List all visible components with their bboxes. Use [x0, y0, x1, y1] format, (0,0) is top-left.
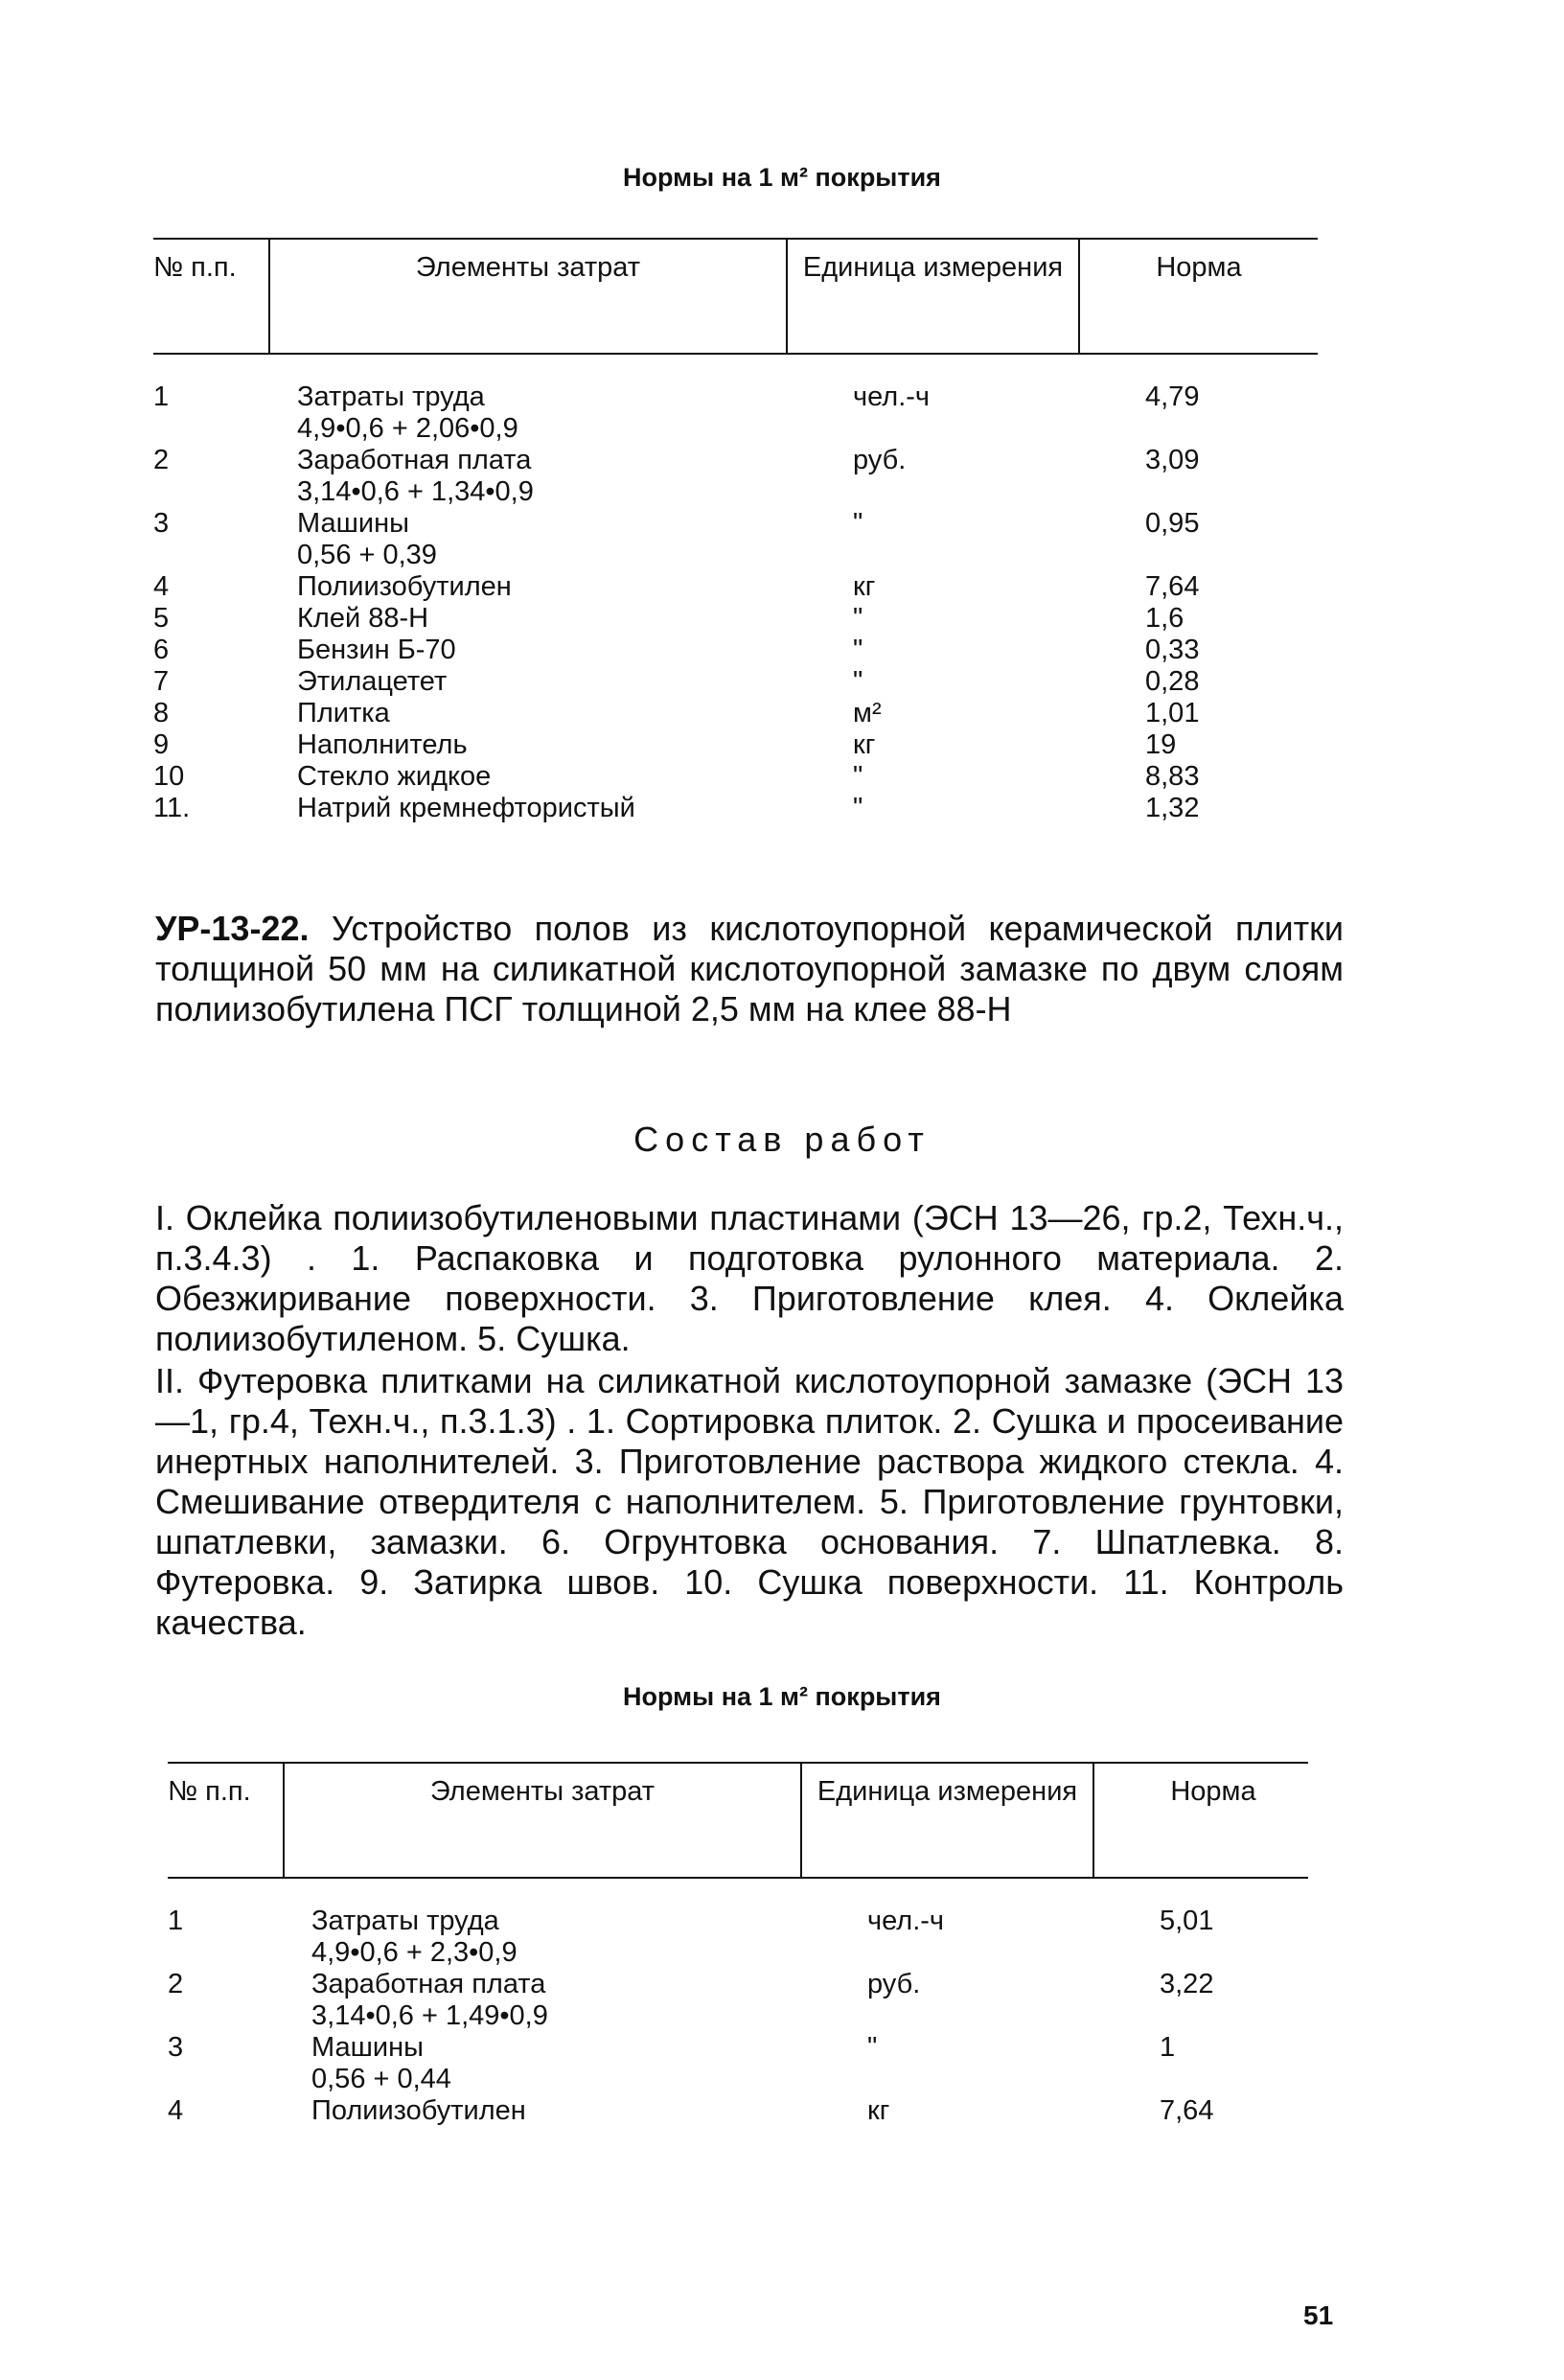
norm-table-2 [168, 1762, 1308, 2127]
row-unit: кг [867, 2095, 890, 2126]
row-element: Машины 0,56 + 0,39 [297, 508, 437, 570]
row-element: Этилацетет [297, 666, 448, 697]
row-unit: " [853, 761, 863, 792]
row-number: 4 [153, 571, 170, 602]
table-row [153, 793, 1318, 824]
row-number: 6 [153, 635, 170, 665]
row-formula: 3,14•0,6 + 1,34•0,9 [297, 476, 534, 507]
row-element: Плитка [297, 698, 390, 728]
table-header [168, 1762, 1308, 1879]
row-number: 9 [153, 729, 170, 760]
row-unit: руб. [853, 445, 907, 475]
row-unit: " [853, 508, 863, 539]
table-row [153, 635, 1318, 666]
row-unit: " [853, 793, 863, 823]
header-unit: Единица измерения [786, 240, 1078, 353]
row-number: 7 [153, 666, 170, 697]
works-heading: Состав работ [633, 1120, 931, 1159]
table-body [153, 381, 1318, 824]
works-paragraph-1: I. Оклейка полиизобутиленовыми пластинами (ЭСН 13—26, гр.2, Техн.ч., п.3.4.3) . 1. Распаковка и подготовка рулонного материала. 2. Обезжиривание поверхности. 3. Приготовление клея. 4. Оклейка полиизобутиленом. 5. Сушка. [155, 1198, 1344, 1358]
row-number: 1 [153, 381, 170, 412]
row-element: Затраты труда 4,9•0,6 + 2,06•0,9 [297, 381, 518, 444]
works-paragraph-2: II. Футеровка плитками на силикатной кислотоупорной замазке (ЭСН 13—1, гр.4, Техн.ч., п.3.1.3) . 1. Сортировка плиток. 2. Сушка и просеивание инертных наполнителей. 3. Приготовление раствора жидкого стекла. 4. Смешивание отвердителя с наполнителем. 5. Приготовление грунтовки, шпатлевки, замазки. 6. Огрунтовка основания. 7. Шпатлевка. 8. Футеровка. 9. Затирка швов. 10. Сушка поверхности. 11. Контроль качества. [155, 1361, 1344, 1642]
row-norm: 1 [1160, 2032, 1176, 2063]
row-number: 2 [168, 1969, 184, 1999]
row-unit: чел.-ч [867, 1906, 945, 1936]
row-norm: 4,79 [1145, 381, 1200, 412]
row-norm: 1,6 [1145, 603, 1184, 634]
row-unit: чел.-ч [853, 381, 931, 412]
section-title [155, 909, 1344, 1029]
row-element: Заработная плата 3,14•0,6 + 1,34•0,9 [297, 445, 534, 507]
table-row [153, 698, 1318, 729]
row-element: Бензин Б-70 [297, 635, 456, 665]
row-number: 10 [153, 761, 185, 792]
table-row [168, 1969, 1308, 2032]
table-row [168, 2095, 1308, 2127]
row-unit: " [853, 603, 863, 634]
row-norm: 0,95 [1145, 508, 1200, 539]
row-formula: 0,56 + 0,44 [311, 2064, 451, 2094]
row-number: 4 [168, 2095, 184, 2126]
header-elements: Элементы затрат [283, 1764, 800, 1877]
row-formula: 4,9•0,6 + 2,06•0,9 [297, 413, 518, 444]
row-element: Натрий кремнефтористый [297, 793, 635, 823]
row-unit: " [853, 635, 863, 665]
row-element: Затраты труда 4,9•0,6 + 2,3•0,9 [311, 1906, 518, 1968]
row-norm: 19 [1145, 729, 1177, 760]
row-norm: 0,33 [1145, 635, 1200, 665]
row-norm: 0,28 [1145, 666, 1200, 697]
table1-title: Нормы на 1 м² покрытия [623, 163, 941, 192]
row-number: 8 [153, 698, 170, 728]
table-header [153, 238, 1318, 355]
table-row [153, 571, 1318, 603]
row-formula: 0,56 + 0,39 [297, 540, 437, 570]
section-code: УР-13-22. [155, 909, 310, 948]
row-formula: 4,9•0,6 + 2,3•0,9 [311, 1937, 518, 1968]
row-unit: кг [853, 571, 876, 602]
table-row [153, 761, 1318, 793]
table-row [153, 381, 1318, 445]
table-row [168, 2032, 1308, 2095]
row-number: 5 [153, 603, 170, 634]
row-element: Заработная плата 3,14•0,6 + 1,49•0,9 [311, 1969, 548, 2031]
row-norm: 7,64 [1145, 571, 1200, 602]
row-element: Наполнитель [297, 729, 468, 760]
row-norm: 3,22 [1160, 1969, 1214, 1999]
table-row [168, 1906, 1308, 1969]
header-unit: Единица измерения [800, 1764, 1092, 1877]
table-row [153, 445, 1318, 508]
row-element: Полиизобутилен [297, 571, 512, 602]
page-number: 51 [1303, 2300, 1334, 2330]
row-norm: 3,09 [1145, 445, 1200, 475]
row-norm: 8,83 [1145, 761, 1200, 792]
row-element: Клей 88-Н [297, 603, 429, 634]
header-elements: Элементы затрат [268, 240, 786, 353]
table-body [168, 1906, 1308, 2127]
row-unit: руб. [867, 1969, 921, 1999]
row-norm: 7,64 [1160, 2095, 1214, 2126]
norm-table-1 [153, 238, 1318, 824]
row-norm: 5,01 [1160, 1906, 1214, 1936]
row-element: Полиизобутилен [311, 2095, 526, 2126]
row-norm: 1,01 [1145, 698, 1200, 728]
header-norm: Норма [1078, 240, 1318, 353]
header-number: № п.п. [153, 252, 237, 283]
header-norm: Норма [1092, 1764, 1332, 1877]
row-element: Стекло жидкое [297, 761, 492, 792]
table-row [153, 508, 1318, 571]
row-number: 1 [168, 1906, 184, 1936]
table-row [153, 666, 1318, 698]
header-number: № п.п. [168, 1776, 251, 1807]
row-number: 11. [153, 793, 191, 823]
row-number: 2 [153, 445, 170, 475]
table2-title: Нормы на 1 м² покрытия [623, 1682, 941, 1711]
table-row [153, 729, 1318, 761]
row-number: 3 [168, 2032, 184, 2063]
row-unit: " [853, 666, 863, 697]
row-number: 3 [153, 508, 170, 539]
row-unit: " [867, 2032, 878, 2063]
table-row [153, 603, 1318, 635]
row-norm: 1,32 [1145, 793, 1200, 823]
row-element: Машины 0,56 + 0,44 [311, 2032, 451, 2094]
section-title-text: Устройство полов из кислотоупорной керамической плитки толщиной 50 мм на силикатной кислотоупорной замазке по двум слоям полиизобутилена ПСГ толщиной 2,5 мм на клее 88-Н [155, 909, 1344, 1028]
row-unit: м² [853, 698, 882, 728]
row-formula: 3,14•0,6 + 1,49•0,9 [311, 2000, 548, 2031]
row-unit: кг [853, 729, 876, 760]
